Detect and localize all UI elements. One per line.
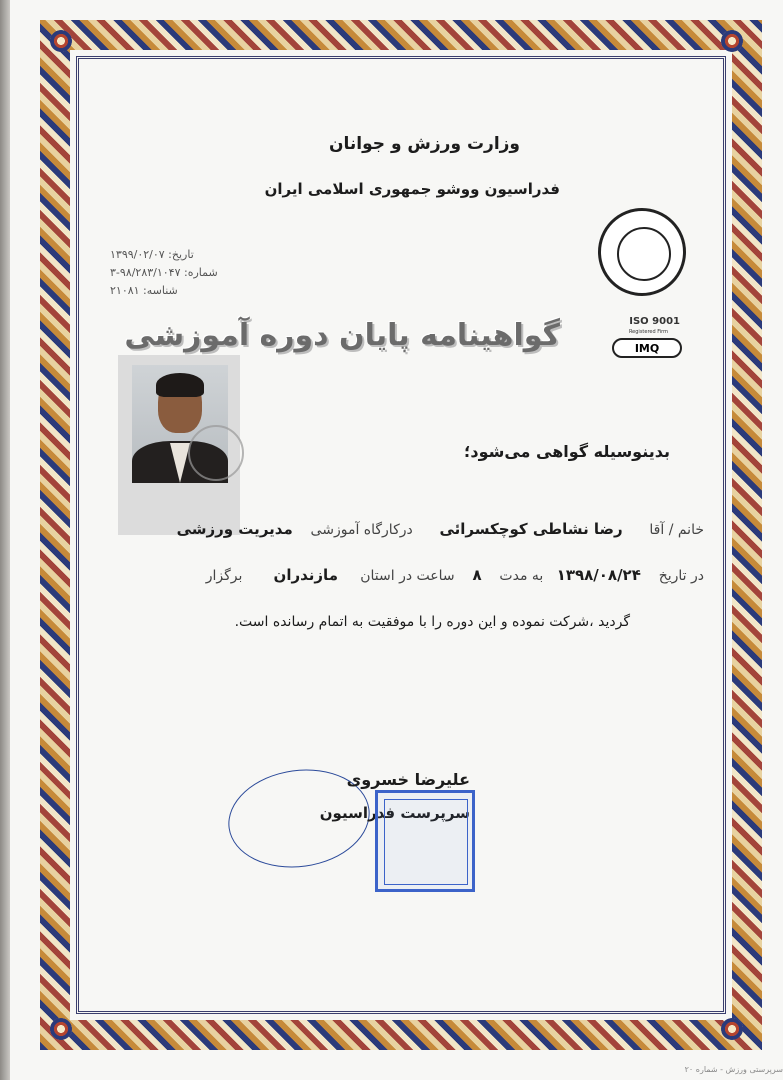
federation-heading: فدراسیون ووشو جمهوری اسلامی ایران: [264, 180, 560, 198]
date-line: [206, 566, 704, 584]
signatory-name: علیرضا خسروی: [346, 770, 470, 789]
certifies-text: بدینوسیله گواهی می‌شود؛: [463, 442, 670, 461]
signatory-title: سرپرست فدراسیون: [319, 804, 470, 822]
iso-label: ISO 9001: [629, 316, 680, 327]
on-date-label: در تاریخ: [658, 568, 704, 584]
iso-registered: Registered Firm: [628, 329, 668, 335]
recipient-line: [177, 520, 704, 538]
ministry-heading: وزارت ورزش و جوانان: [329, 134, 520, 154]
corner-rosette-icon: [721, 1018, 743, 1040]
photo-stamp-icon: [188, 425, 244, 481]
province-name: مازندران: [273, 566, 338, 584]
date-meta: تاریخ: ۱۳۹۹/۰۲/۰۷: [110, 248, 194, 261]
duration-label: به مدت: [499, 568, 544, 584]
gender-label: خانم / آقا: [649, 522, 704, 538]
certificate-title: گواهینامه پایان دوره آموزشی: [124, 318, 560, 353]
mountain-emblem-icon: [617, 227, 671, 281]
person-name: رضا نشاطی کوچکسرائی: [439, 520, 623, 538]
id-meta: شناسه: ۲۱۰۸۱: [110, 284, 178, 297]
federation-logo: [598, 208, 686, 296]
certificate-paper: [10, 0, 783, 1080]
number-meta: شماره: ۹۸/۲۸۳/۱۰۴۷-۳: [110, 266, 218, 279]
course-name: مدیریت ورزشی: [176, 520, 293, 538]
workshop-label: درکارگاه آموزشی: [310, 522, 413, 538]
portrait-photo: [118, 355, 240, 535]
imq-badge: IMQ: [612, 338, 682, 358]
federation-stamp: [375, 790, 475, 892]
corner-rosette-icon: [721, 30, 743, 52]
footer-note: سرپرستی ورزش - شماره ۲۰: [684, 1065, 783, 1074]
certificate-content: [90, 70, 710, 1000]
corner-rosette-icon: [50, 1018, 72, 1040]
stamp-emblem-icon: [384, 799, 468, 885]
hours-label: ساعت در استان: [360, 568, 455, 584]
corner-rosette-icon: [50, 30, 72, 52]
hours-value: ۸: [472, 566, 482, 584]
held-label: برگزار: [205, 568, 243, 584]
course-date: ۱۳۹۸/۰۸/۲۴: [556, 566, 641, 584]
completion-line: گردید ،شرکت نموده و این دوره را با موفقیت به اتمام رسانده است.: [234, 614, 630, 630]
